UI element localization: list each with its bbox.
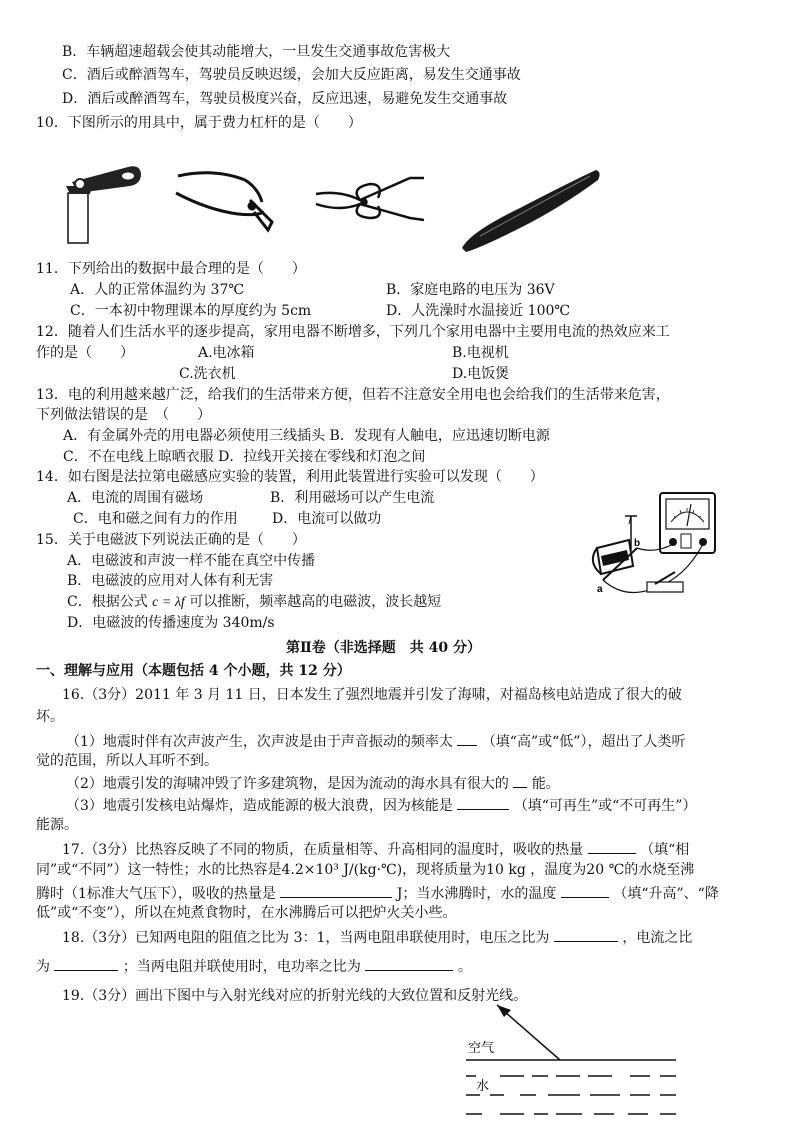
q18-line1-text-b: ，电流之比: [622, 930, 693, 946]
q16-part1-line2: 觉的范围，所以人耳听不到。: [36, 753, 218, 769]
water-surface-dashes: [466, 1076, 676, 1114]
q16-part3-text-a: （3）地震引发核电站爆炸，造成能源的极大浪费，因为核能是: [66, 798, 453, 814]
q11-option-b: B．家庭电路的电压为 36V: [386, 282, 555, 298]
q12-stem-line1: 12．随着人们生活水平的逐步提高，家用电器不断增多，下列几个家用电器中主要用电流的热效应来工: [36, 324, 670, 340]
q16-part3-text-b: （填“可再生”或“不可再生”）: [513, 798, 697, 814]
q16-part1-text-b: （填“高”或“低”），超出了人类听: [481, 734, 686, 750]
q9-option-c: C．酒后或醉酒驾车，驾驶员反映迟缓，会加大反应距离，易发生交通事故: [62, 67, 521, 83]
air-label: 空气: [468, 1041, 495, 1056]
q18-line1-text-a: 18.（3分）已知两电阻的阻值之比为 3：1，当两电阻串联使用时，电压之比为: [62, 930, 550, 946]
q17-line1-text-b: （填“相: [640, 842, 690, 858]
q13-stem-line2: 下列做法错误的是 （ ）: [36, 407, 211, 423]
q18-line2-text-c: 。: [457, 959, 472, 975]
q10-stem: 10．下图所示的用具中，属于费力杠杆的是（ ）: [36, 115, 362, 131]
q17-line3-text-c: （填“升高”、“降: [613, 886, 719, 902]
q12-option-b: B.电视机: [452, 345, 509, 361]
q12-option-d: D.电饭煲: [452, 366, 510, 382]
q17-line3-text-b: J；当水沸腾时，水的温度: [396, 886, 557, 902]
q18-line2-text-a: 为: [36, 959, 50, 975]
figure14-label-b: b: [634, 538, 641, 549]
q15-option-c-suffix: 可以推断，频率越高的电磁波，波长越短: [189, 594, 442, 610]
q17-line4: 低”或“不变”），所以在炖煮食物时，在水沸腾后可以把炉火关小些。: [36, 905, 457, 921]
q16-stem-line2: 坏。: [36, 709, 64, 725]
q18-line2-text-b: ；当两电阻并联使用时，电功率之比为: [122, 959, 361, 975]
q14-stem: 14．如右图是法拉第电磁感应实验的装置，利用此装置进行实验可以发现（ ）: [36, 469, 544, 485]
water-label: 水: [476, 1079, 490, 1094]
part2-title: 第Ⅱ卷（非选择题 共 40 分）: [286, 640, 482, 656]
q15-option-b: B．电磁波的应用对人体有利无害: [67, 573, 274, 589]
q15-option-a: A．电磁波和声波一样不能在真空中传播: [67, 553, 316, 569]
q11-stem: 11．下列给出的数据中最合理的是（ ）: [36, 261, 306, 277]
q15-formula: c = λf: [152, 595, 185, 610]
q19-stem: 19.（3分）画出下图中与入射光线对应的折射光线的大致位置和反射光线。: [62, 988, 528, 1004]
figure14-label-a: a: [597, 584, 603, 595]
q16-part1-text-a: （1）地震时伴有次声波产生，次声波是由于声音振动的频率太: [66, 734, 453, 750]
q16-part3-line2: 能源。: [36, 817, 78, 833]
q15-option-d: D．电磁波的传播速度为 340m/s: [67, 615, 275, 631]
q14-option-b: B．利用磁场可以产生电流: [270, 490, 435, 506]
q17-line3-text-a: 腾时（1标准大气压下），吸收的热量是: [36, 886, 276, 902]
q12-option-c: C.洗衣机: [179, 366, 236, 382]
q12-option-a: A.电冰箱: [198, 345, 255, 361]
q13-options-cd: C．不在电线上晾晒衣服 D．拉线开关接在零线和灯泡之间: [63, 449, 426, 465]
q12-stem-line2: 作的是（ ）: [36, 345, 134, 361]
q15-option-c-prefix: C．根据公式: [67, 594, 148, 610]
q13-options-ab: A．有金属外壳的用电器必须使用三线插头 B．发现有人触电，应迅速切断电源: [63, 428, 550, 444]
q11-option-d: D．人洗澡时水温接近 100℃: [386, 303, 571, 319]
section1-title: 一、理解与应用（本题包括 4 个小题，共 12 分）: [36, 663, 351, 679]
q9-option-d: D．酒后或醉酒驾车，驾驶员极度兴奋，反应迅速，易避免发生交通事故: [62, 91, 508, 107]
q9-option-b: B．车辆超速超载会使其动能增大，一旦发生交通事故危害极大: [62, 44, 451, 60]
q16-stem-line1: 16.（3分）2011 年 3 月 11 日，日本发生了强烈地震并引发了海啸，对福岛核电站造成了很大的破: [62, 687, 682, 703]
q17-line1-text-a: 17.（3分）比热容反映了不同的物质，在质量相等、升高相同的温度时，吸收的热量: [62, 842, 584, 858]
q16-part2-text-a: （2）地震引发的海啸冲毁了许多建筑物，是因为流动的海水具有很大的: [66, 776, 509, 792]
q11-option-c: C．一本初中物理课本的厚度约为 5cm: [70, 303, 312, 319]
q15-stem: 15．关于电磁波下列说法正确的是（ ）: [36, 532, 306, 548]
q14-option-a: A．电流的周围有磁场: [67, 490, 204, 506]
q13-stem-line1: 13．电的利用越来越广泛，给我们的生活带来方便，但若不注意安全用电也会给我们的生活带来危害，: [36, 387, 670, 403]
q14-option-c: C．电和磁之间有力的作用: [73, 511, 238, 527]
q16-part2-text-b: 能。: [531, 776, 560, 792]
q14-option-d: D．电流可以做功: [272, 511, 382, 527]
q17-line2: 同”或“不同”）这一特性；水的比热容是4.2×10³ J/(kg·℃)，现将质量为10 kg ，温度为20 ℃的水烧至沸: [36, 862, 695, 878]
q11-option-a: A．人的正常体温约为 37℃: [70, 282, 245, 298]
